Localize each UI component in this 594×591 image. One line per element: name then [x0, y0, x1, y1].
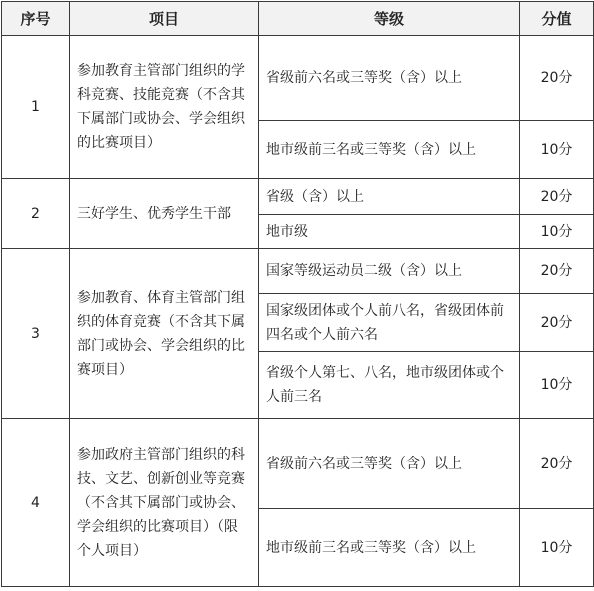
score-cell: 10分 — [520, 352, 594, 419]
level-cell: 省级前六名或三等奖（含）以上 — [259, 419, 520, 509]
score-table — [1, 1, 594, 587]
score-cell: 20分 — [520, 249, 594, 294]
table-row — [2, 249, 594, 294]
row-number: 2 — [2, 179, 70, 249]
row-number: 1 — [2, 36, 70, 179]
score-cell: 20分 — [520, 179, 594, 215]
score-cell: 20分 — [520, 36, 594, 121]
score-cell: 20分 — [520, 419, 594, 509]
table-row — [2, 36, 594, 121]
row-number: 3 — [2, 249, 70, 419]
level-cell: 国家级团体或个人前八名，省级团体前四名或个人前六名 — [259, 294, 520, 352]
level-cell: 省级个人第七、八名，地市级团体或个人前三名 — [259, 352, 520, 419]
row-number: 4 — [2, 419, 70, 587]
header-score: 分值 — [520, 2, 594, 36]
level-cell: 省级（含）以上 — [259, 179, 520, 215]
score-cell: 10分 — [520, 121, 594, 179]
table-row — [2, 419, 594, 509]
level-cell: 地市级 — [259, 215, 520, 249]
level-cell: 地市级前三名或三等奖（含）以上 — [259, 509, 520, 587]
level-cell: 国家等级运动员二级（含）以上 — [259, 249, 520, 294]
table-row — [2, 179, 594, 215]
header-no: 序号 — [2, 2, 70, 36]
level-cell: 地市级前三名或三等奖（含）以上 — [259, 121, 520, 179]
header-row — [2, 2, 594, 36]
level-cell: 省级前六名或三等奖（含）以上 — [259, 36, 520, 121]
item-cell: 参加教育、体育主管部门组织的体育竞赛（不含其下属部门或协会、学会组织的比赛项目） — [70, 249, 259, 419]
score-cell: 10分 — [520, 509, 594, 587]
header-item: 项目 — [70, 2, 259, 36]
item-cell: 参加教育主管部门组织的学科竞赛、技能竞赛（不含其下属部门或协会、学会组织的比赛项目） — [70, 36, 259, 179]
score-cell: 10分 — [520, 215, 594, 249]
item-cell: 三好学生、优秀学生干部 — [70, 179, 259, 249]
item-cell: 参加政府主管部门组织的科技、文艺、创新创业等竞赛（不含其下属部门或协会、学会组织的比赛项目）（限个人项目） — [70, 419, 259, 587]
header-level: 等级 — [259, 2, 520, 36]
score-cell: 20分 — [520, 294, 594, 352]
